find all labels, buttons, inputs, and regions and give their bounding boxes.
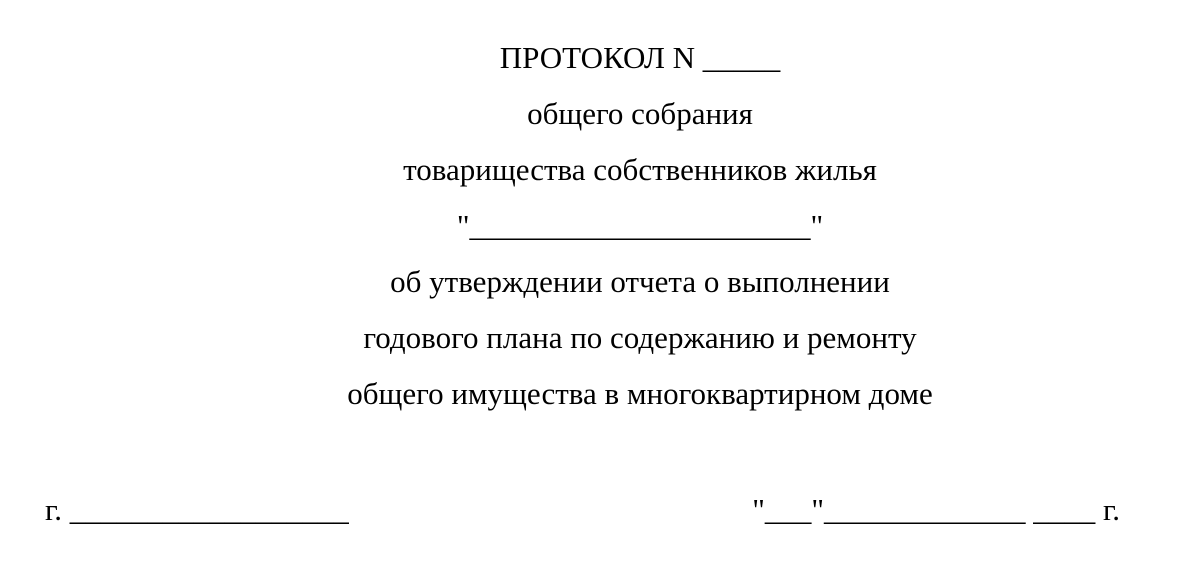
- organization-type-line: товарищества собственников жилья: [403, 152, 877, 187]
- city-blank: г. __________________: [45, 492, 349, 527]
- meeting-type-line: общего собрания: [527, 96, 753, 131]
- date-blank: "___"_____________ ____ г.: [752, 492, 1120, 527]
- subject-line-2: годового плана по содержанию и ремонту: [363, 320, 917, 355]
- subject-line-1: об утверждении отчета о выполнении: [390, 264, 890, 299]
- subject-line-3: общего имущества в многоквартирном доме: [347, 376, 933, 411]
- organization-name-blank: "______________________": [456, 208, 824, 243]
- protocol-number-heading: ПРОТОКОЛ N _____: [499, 40, 781, 75]
